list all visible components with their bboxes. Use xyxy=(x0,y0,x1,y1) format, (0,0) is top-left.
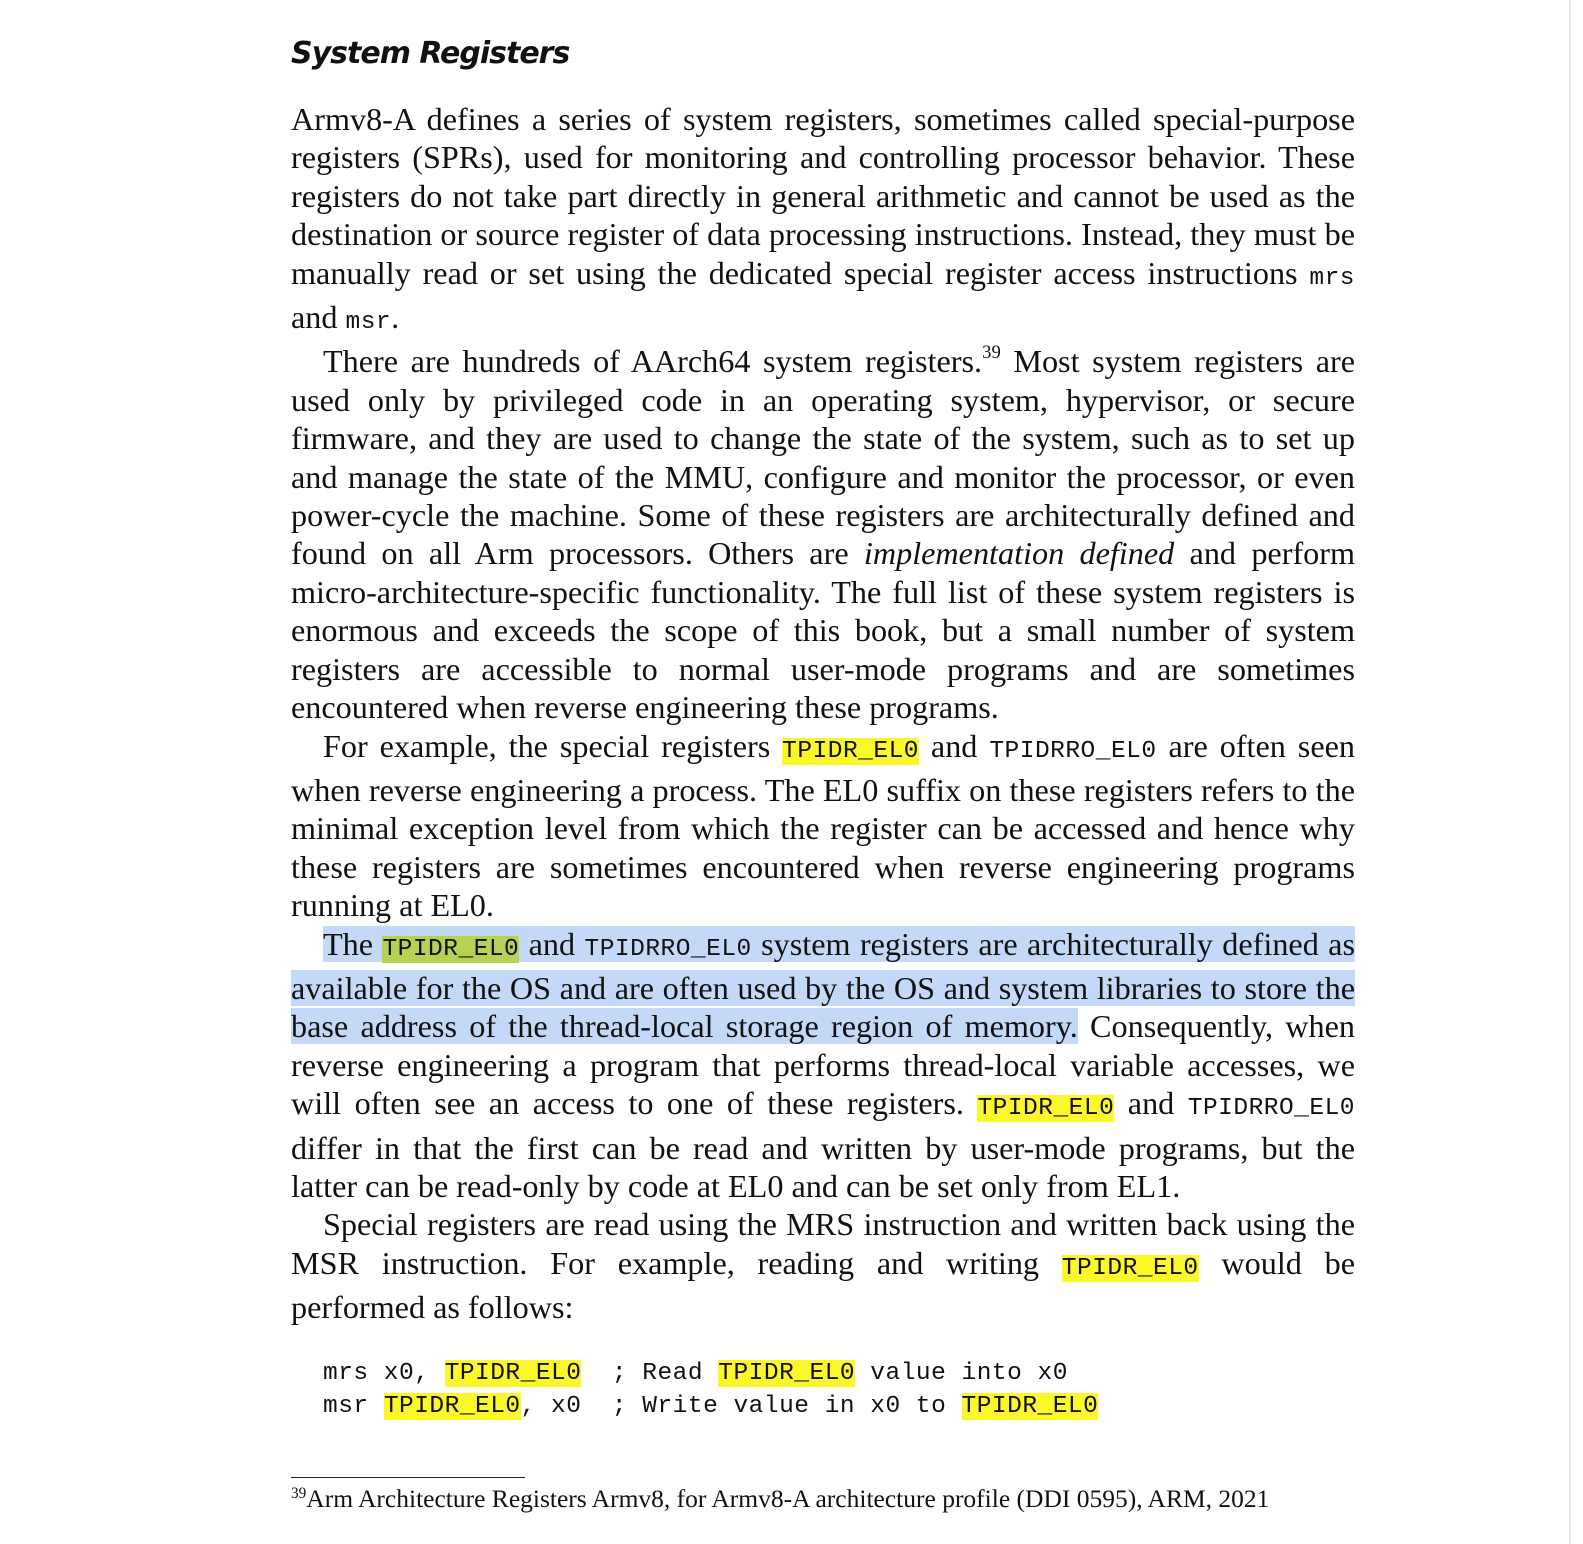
code-text: value into x0 xyxy=(855,1359,1068,1387)
code-listing xyxy=(323,1357,1355,1423)
code-text: , x0 ; Write value in x0 to xyxy=(520,1392,962,1420)
paragraph-text: system registers are architecturally defined as available for the OS and are often used by the OS and system libraries to store the base address of the thread-local storage region of memory. xyxy=(291,925,1355,1045)
highlight-tpidr-el0[interactable]: TPIDR_EL0 xyxy=(1061,1254,1199,1282)
highlight-tpidr-el0[interactable]: TPIDR_EL0 xyxy=(383,1392,521,1420)
section-heading: System Registers xyxy=(291,36,570,71)
highlight-tpidr-el0[interactable]: TPIDR_EL0 xyxy=(782,737,919,765)
paragraph-text: Special registers are read using the MRS instruction and written back using the MSR instruction. For example, reading and writing xyxy=(291,1206,1355,1281)
paragraph-3 xyxy=(291,727,1355,925)
paragraph-1 xyxy=(291,100,1355,342)
body-text xyxy=(291,100,1355,1327)
inline-code-msr: msr xyxy=(345,309,392,337)
paragraph-text: and xyxy=(919,727,990,764)
footnote-text: Arm Architecture Registers Armv8, for Armv8-A architecture profile (DDI 0595), ARM, 2021 xyxy=(306,1484,1270,1513)
footnote-number: 39 xyxy=(291,1484,307,1502)
inline-code-tpidrro-el0: TPIDRRO_EL0 xyxy=(989,737,1157,765)
paragraph-2 xyxy=(291,342,1355,726)
paragraph-text: and perform micro-architecture-specific functionality. The full list of these system registers is enormous and exceeds the scope of this book, but a small number of system registers are accessible to normal user-mode programs and are sometimes encountered when reverse engineering these programs. xyxy=(291,535,1356,726)
paragraph-text: differ in that the first can be read and written by user-mode programs, but the latter can be read-only by code at EL0 and can be set only from EL1. xyxy=(291,1129,1355,1204)
paragraph-text: Consequently, when reverse engineering a program that performs thread-local variable accesses, we will often see an access to one of these registers. xyxy=(291,1008,1355,1122)
footnote-divider xyxy=(291,1477,525,1478)
page-edge xyxy=(1569,0,1571,1544)
inline-code-mrs: mrs xyxy=(1309,264,1355,292)
emphasis-text: implementation defined xyxy=(863,535,1175,572)
highlight-tpidr-el0[interactable]: TPIDR_EL0 xyxy=(961,1392,1099,1420)
highlight-tpidr-el0[interactable]: TPIDR_EL0 xyxy=(718,1359,856,1387)
paragraph-4 xyxy=(291,925,1355,1206)
paragraph-text: The xyxy=(323,925,383,962)
code-line-2 xyxy=(323,1390,1355,1423)
inline-code-tpidrro-el0: TPIDRRO_EL0 xyxy=(584,935,752,963)
footnote xyxy=(291,1483,1355,1515)
code-line-1 xyxy=(323,1357,1355,1390)
document-page xyxy=(291,30,1355,1423)
highlight-tpidr-el0[interactable]: TPIDR_EL0 xyxy=(977,1095,1115,1123)
footnote-ref[interactable]: 39 xyxy=(982,342,1001,364)
paragraph-text: . xyxy=(391,299,400,336)
paragraph-text: and xyxy=(519,925,585,962)
code-text: msr xyxy=(323,1392,384,1420)
paragraph-text: are often seen when reverse engineering a process. The EL0 suffix on these registers refers to the minimal exception level from which the register can be accessed and hence why these registers are sometimes encountered when reverse engineering programs running at EL0. xyxy=(291,727,1355,924)
paragraph-text: There are hundreds of AArch64 system registers. xyxy=(323,343,983,380)
paragraph-text: and xyxy=(1114,1085,1188,1122)
inline-code-tpidrro-el0: TPIDRRO_EL0 xyxy=(1187,1095,1355,1123)
paragraph-text: Most system registers are used only by privileged code in an operating system, hypervisor, or secure firmware, and they are used to change the state of the system, such as to set up and manage the state of the MMU, configure and monitor the processor, or even power-cycle the machine. Some of these registers are architecturally defined and found on all Arm processors. Others are xyxy=(291,343,1355,572)
paragraph-5 xyxy=(291,1205,1355,1326)
highlight-tpidr-el0[interactable]: TPIDR_EL0 xyxy=(444,1359,582,1387)
highlight-tpidr-el0[interactable]: TPIDR_EL0 xyxy=(382,935,520,963)
paragraph-text: Armv8-A defines a series of system registers, sometimes called special-purpose registers (SPRs), used for monitoring and controlling processor behavior. These registers do not take part directly in general arithmetic and cannot be used as the destination or source register of data processing instructions. Instead, they must be manually read or set using the dedicated special register access instructions xyxy=(291,101,1355,291)
paragraph-text: For example, the special registers xyxy=(323,727,783,764)
paragraph-text: would be performed as follows: xyxy=(291,1244,1355,1326)
paragraph-text: and xyxy=(291,299,346,336)
code-text: mrs x0, xyxy=(323,1359,445,1387)
code-text: ; Read xyxy=(581,1359,719,1387)
